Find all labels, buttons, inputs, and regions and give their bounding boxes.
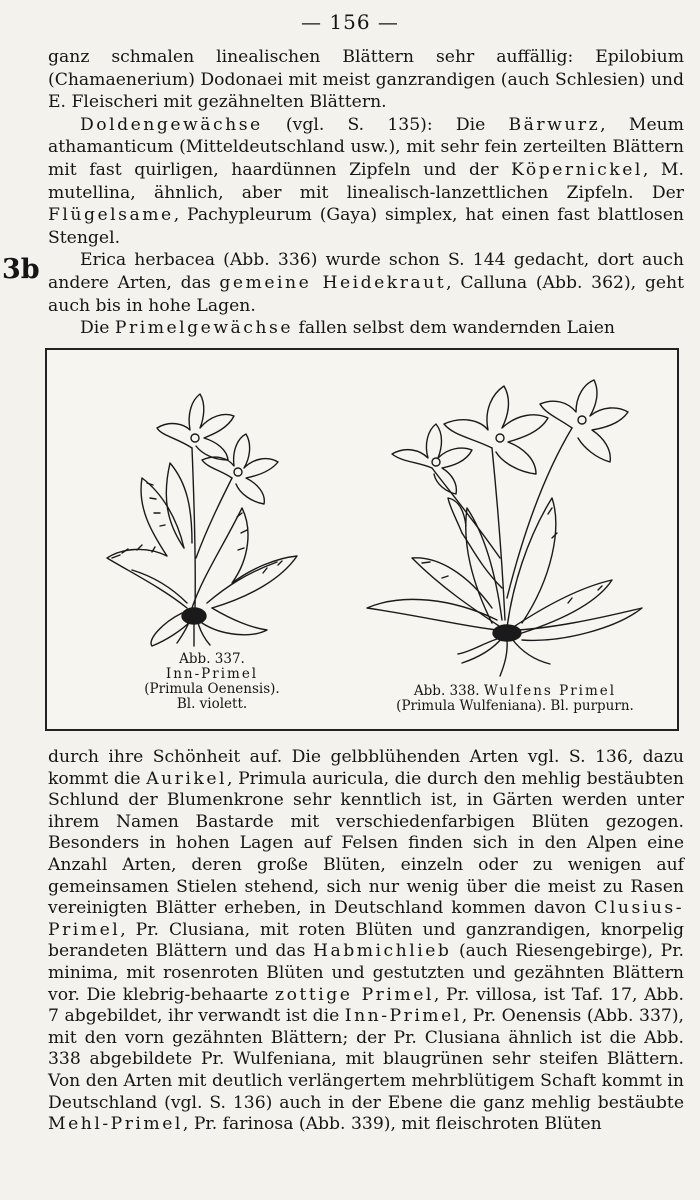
text-run: (auch Riesengebirge), Pr. minima, mit rosenroten Blüten und gestutzten und gezähnten Blättern vor. Die klebrig-behaarte <box>48 941 684 1005</box>
emphasized-term: Bärwurz <box>508 114 601 135</box>
text-run: , Pr. Oenensis (Abb. 337), mit den vorn gezähnten Blättern; der Pr. Clusiana ähnlich ist die Abb. 338 abgebildete Pr. Wulfeniana, mit blaugrünen sehr steifen Blättern. Von den Arten mit deutlich verlängertem mehrblütigem Schaft kommt in Deutschland (vgl. S. 136) auch in der Ebene die ganz mehlig bestäubte <box>48 1006 684 1113</box>
paragraph <box>48 317 684 340</box>
emphasized-term: zottige Primel <box>275 984 434 1005</box>
page-number: — 156 — <box>301 10 399 34</box>
text-run: , Pr. farinosa (Abb. 339), mit fleischroten Blüten <box>182 1114 602 1135</box>
text-run: , Pr. Clusiana, mit roten Blüten und ganzrandigen, knorpelig berandeten Blättern und das <box>48 919 684 962</box>
emphasized-term: Inn-Primel <box>344 1006 462 1027</box>
paragraph <box>48 249 684 317</box>
text-run: Die <box>80 318 115 339</box>
emphasized-term: Köpernickel <box>510 159 643 180</box>
margin-note: 3b <box>2 254 40 285</box>
caption-name: Wulfens Primel <box>483 683 617 699</box>
text-run: fallen selbst dem wandernden Laien <box>293 318 615 339</box>
text-run: , Meum athamanticum (Mitteldeutschland usw.), mit sehr fein zerteilten Blättern mit fast quirligen, haardünnen Zipfeln und der <box>48 114 684 180</box>
caption-number: Abb. 337. <box>179 651 245 667</box>
text-run: , Calluna (Abb. 362), geht auch bis in hohe Lagen. <box>48 272 685 316</box>
caption-name: Inn-Primel <box>165 666 259 682</box>
figure-caption-338 <box>365 684 665 714</box>
paragraph <box>48 46 684 114</box>
emphasized-term: Clusius-Primel <box>48 898 684 940</box>
emphasized-term: Doldengewächse <box>80 114 263 135</box>
paragraph <box>48 114 684 250</box>
emphasized-term: Primelgewächse <box>114 318 293 339</box>
caption-number: Abb. 338. <box>413 683 480 699</box>
caption-latin: (Primula Oenensis). <box>144 681 280 697</box>
emphasized-term: Aurikel <box>146 768 227 789</box>
body-text-bottom <box>48 747 684 1136</box>
figure-caption-337 <box>102 652 322 712</box>
text-run: durch ihre Schönheit auf. Die gelbblühenden Arten vgl. S. 136, dazu kommt die <box>48 747 684 789</box>
text-run: , Primula auricula, die durch den mehlig bestäubten Schlund der Blumenkrone sehr kenntlich ist, in Gärten werden unter ihrem Namen Bastarde mit verschiedenfarbigen Blüten gezogen. Besonders in hohen Lagen auf Felsen finden sich in den Alpen eine Anzahl Arten, deren große Blüten, einzeln oder zu wenigen auf gemeinsamen Stielen stehend, sich nur wenig über die meist zu Rasen vereinigten Blätter erheben, in Deutschland kommen davon <box>48 768 684 919</box>
emphasized-term: Habmichlieb <box>313 941 452 962</box>
text-run: (vgl. S. 135): Die <box>262 114 509 135</box>
primrose-illustration-left <box>92 358 302 648</box>
text-run: , M. mutellina, ähnlich, aber mit linealisch-lanzettlichen Zipfeln. Der <box>48 159 684 203</box>
text-run: , Pachypleurum (Gaya) simplex, hat einen fast blattlosen Stengel. <box>48 205 684 248</box>
primrose-illustration-right <box>362 358 652 683</box>
emphasized-term: Mehl-Primel <box>48 1114 183 1135</box>
text-run: Erica herbacea (Abb. 336) wurde schon S. 144 gedacht, dort auch andere Arten, das <box>48 250 684 293</box>
caption-latin-color: (Primula Wulfeniana). Bl. purpurn. <box>396 698 634 714</box>
body-text-top <box>48 46 684 340</box>
text-run: ganz schmalen linealischen Blättern sehr auffällig: Epilobium (Chamaenerium) Dodonaei mit meist ganzrandigen (auch Schlesien) und E. Fleischeri mit gezähnelten Blättern. <box>48 47 684 113</box>
paragraph <box>48 747 684 1136</box>
emphasized-term: gemeine Heidekraut <box>219 272 447 293</box>
emphasized-term: Flügelsame <box>48 205 174 226</box>
figure-box <box>45 348 679 731</box>
text-run: , Pr. villosa, ist Taf. 17, Abb. 7 abgebildet, ihr verwandt ist die <box>48 984 684 1027</box>
caption-color: Bl. violett. <box>176 696 248 712</box>
